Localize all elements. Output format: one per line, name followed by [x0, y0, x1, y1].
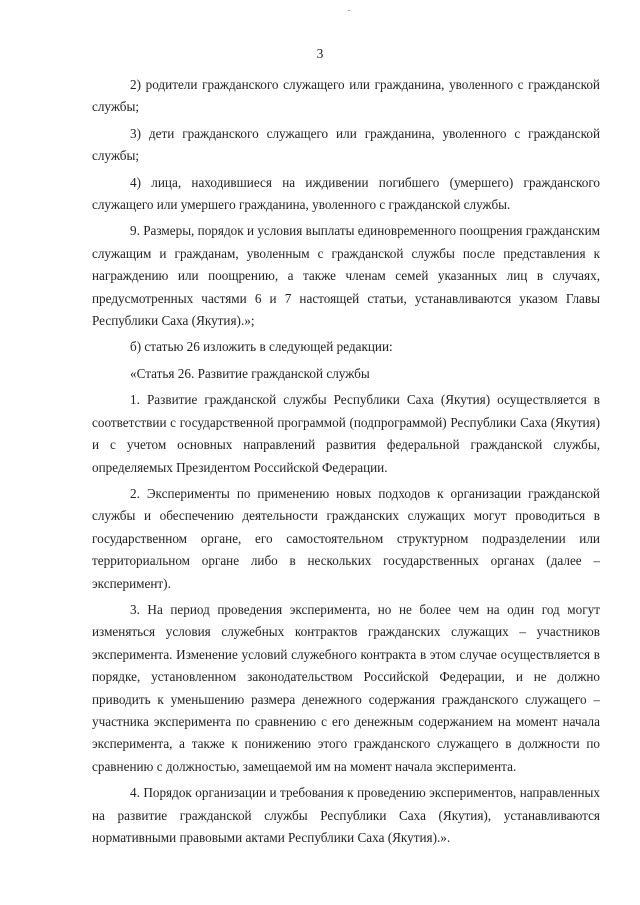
article-26-heading: «Статья 26. Развитие гражданской службы	[130, 365, 370, 381]
document-body	[92, 74, 600, 853]
article-26-item-2: 2. Эксперименты по применению новых подходов к организации гражданской службы и обеспечению деятельности гражданских служащих могут проводиться в государственном органе, его самостоятельном структурном подразделении или территориальном органе либо в нескольких государственных органах (далее – эксперимент).	[92, 485, 600, 591]
article-26-item-3: 3. На период проведения эксперимента, но не более чем на один год могут изменяться условия служебных контрактов гражданских служащих – участников эксперимента. Изменение условий служебного контракта в этом случае осуществляется в порядке, установленном законодательством Российской Федерации, и не должно приводить к уменьшению размера денежного содержания гражданского служащего – участника эксперимента по сравнению с его денежным содержанием на момент начала эксперимента, а также к понижению этого гражданского служащего в должности по сравнению с должностью, замещаемой им на момент начала эксперимента.	[92, 601, 600, 774]
scan-artifact	[348, 10, 350, 11]
article-26-item-4: 4. Порядок организации и требования к проведению экспериментов, направленных на развитие гражданской службы Республики Саха (Якутия), устанавливаются нормативными правовыми актами Республики Саха (Якутия).».	[92, 785, 600, 845]
paragraph-amendment-b: б) статью 26 изложить в следующей редакции:	[130, 339, 393, 355]
article-26-item-1: 1. Развитие гражданской службы Республики Саха (Якутия) осуществляется в соответствии с государственной программой (подпрограммой) Республики Саха (Якутия) и с учетом основных направлений развития федеральной гражданской службы, определяемых Президентом Российской Федерации.	[92, 392, 600, 475]
page-number: 3	[316, 46, 324, 61]
paragraph-item-9: 9. Размеры, порядок и условия выплаты единовременного поощрения гражданским служащим и гражданам, уволенным с гражданской службы после представления к награждению или поощрению, а также членам семей указанных лиц в случаях, предусмотренных частями 6 и 7 настоящей статьи, устанавливаются указом Главы Республики Саха (Якутия).»;	[92, 223, 600, 329]
paragraph-parents: 2) родители гражданского служащего или гражданина, уволенного с гражданской службы;	[92, 77, 600, 115]
paragraph-dependents: 4) лица, находившиеся на иждивении погибшего (умершего) гражданского служащего или умершего гражданина, уволенного с гражданской службы.	[92, 174, 600, 213]
paragraph-children: 3) дети гражданского служащего или гражданина, уволенного с гражданской службы;	[92, 125, 600, 164]
